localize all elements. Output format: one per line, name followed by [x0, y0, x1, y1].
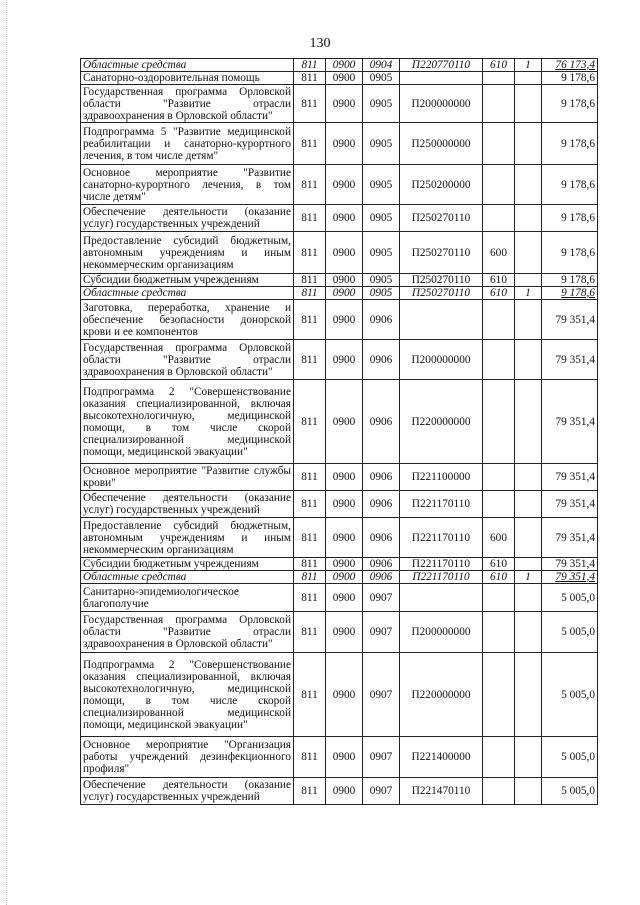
- expense-type-cell: [483, 85, 515, 123]
- ministry-code-cell: 811: [294, 123, 326, 165]
- ministry-code-cell: 811: [294, 59, 326, 72]
- target-article-cell: П200000000: [400, 340, 483, 380]
- amount-cell: 9 178,6: [542, 287, 598, 300]
- amount-cell: 5 005,0: [542, 737, 598, 778]
- page-number: 130: [309, 36, 331, 51]
- table-row: [81, 737, 598, 778]
- section-code-cell: 0900: [326, 653, 363, 737]
- table-row: [81, 584, 598, 612]
- section-code-cell: 0900: [326, 612, 363, 653]
- subsection-code-cell: 0906: [363, 340, 400, 380]
- target-article-cell: П221100000: [400, 464, 483, 491]
- source-code-cell: 1: [515, 287, 542, 300]
- table-row: [81, 300, 598, 340]
- table-row: [81, 123, 598, 165]
- expense-type-cell: 600: [483, 232, 515, 274]
- expense-type-cell: [483, 778, 515, 805]
- table-row: [81, 380, 598, 464]
- table-row: [81, 85, 598, 123]
- table-row: [81, 205, 598, 232]
- row-name-cell: Государственная программа Орловской области "Развитие отрасли здравоохранения в Орловской области": [81, 340, 294, 380]
- source-code-cell: [515, 558, 542, 571]
- section-code-cell: 0900: [326, 778, 363, 805]
- row-name-cell: Предоставление субсидий бюджетным, автономным учреждениям и иным некоммерческим организациям: [81, 518, 294, 558]
- expense-type-cell: 610: [483, 571, 515, 584]
- source-code-cell: [515, 518, 542, 558]
- table-row: [81, 287, 598, 300]
- ministry-code-cell: 811: [294, 778, 326, 805]
- row-name-cell: Государственная программа Орловской области "Развитие отрасли здравоохранения в Орловской области": [81, 85, 294, 123]
- section-code-cell: 0900: [326, 85, 363, 123]
- subsection-code-cell: 0906: [363, 491, 400, 518]
- row-name-cell: Санаторно-оздоровительная помощь: [81, 72, 294, 85]
- ministry-code-cell: 811: [294, 584, 326, 612]
- source-code-cell: [515, 232, 542, 274]
- target-article-cell: П221170110: [400, 518, 483, 558]
- table-row: [81, 72, 598, 85]
- amount-cell: 79 351,4: [542, 380, 598, 464]
- section-code-cell: 0900: [326, 464, 363, 491]
- subsection-code-cell: 0907: [363, 737, 400, 778]
- subsection-code-cell: 0906: [363, 300, 400, 340]
- amount-cell: 9 178,6: [542, 123, 598, 165]
- table-row: [81, 653, 598, 737]
- target-article-cell: [400, 300, 483, 340]
- amount-cell: 9 178,6: [542, 232, 598, 274]
- subsection-code-cell: 0905: [363, 165, 400, 205]
- source-code-cell: [515, 653, 542, 737]
- table-row: [81, 232, 598, 274]
- row-name-cell: Областные средства: [81, 59, 294, 72]
- expense-type-cell: 610: [483, 274, 515, 287]
- target-article-cell: П200000000: [400, 85, 483, 123]
- ministry-code-cell: 811: [294, 340, 326, 380]
- table-row: [81, 340, 598, 380]
- subsection-code-cell: 0906: [363, 518, 400, 558]
- row-name-cell: Подпрограмма 2 "Совершенствование оказания специализированной, включая высокотехнологичную, медицинской помощи, в том числе скорой специализированной медицинской помощи, медицинской эвакуации": [81, 653, 294, 737]
- binding-margin-marks: [6, 0, 11, 905]
- subsection-code-cell: 0907: [363, 778, 400, 805]
- source-code-cell: [515, 491, 542, 518]
- amount-cell: 5 005,0: [542, 653, 598, 737]
- target-article-cell: П220000000: [400, 653, 483, 737]
- table-row: [81, 558, 598, 571]
- section-code-cell: 0900: [326, 380, 363, 464]
- table-row: [81, 778, 598, 805]
- expense-type-cell: [483, 491, 515, 518]
- target-article-cell: П220770110: [400, 59, 483, 72]
- source-code-cell: [515, 612, 542, 653]
- ministry-code-cell: 811: [294, 300, 326, 340]
- source-code-cell: [515, 85, 542, 123]
- expense-type-cell: [483, 612, 515, 653]
- amount-cell: 79 351,4: [542, 571, 598, 584]
- source-code-cell: 1: [515, 571, 542, 584]
- expense-type-cell: [483, 653, 515, 737]
- subsection-code-cell: 0906: [363, 380, 400, 464]
- section-code-cell: 0900: [326, 491, 363, 518]
- subsection-code-cell: 0907: [363, 653, 400, 737]
- target-article-cell: П221400000: [400, 737, 483, 778]
- row-name-cell: Обеспечение деятельности (оказание услуг) государственных учреждений: [81, 491, 294, 518]
- table-row: [81, 518, 598, 558]
- subsection-code-cell: 0907: [363, 612, 400, 653]
- ministry-code-cell: 811: [294, 232, 326, 274]
- expense-type-cell: 610: [483, 558, 515, 571]
- target-article-cell: П221470110: [400, 778, 483, 805]
- expense-type-cell: [483, 165, 515, 205]
- source-code-cell: [515, 464, 542, 491]
- table-row: [81, 274, 598, 287]
- section-code-cell: 0900: [326, 518, 363, 558]
- row-name-cell: Заготовка, переработка, хранение и обеспечение безопасности донорской крови и ее компонентов: [81, 300, 294, 340]
- subsection-code-cell: 0905: [363, 232, 400, 274]
- target-article-cell: П221170110: [400, 571, 483, 584]
- ministry-code-cell: 811: [294, 737, 326, 778]
- section-code-cell: 0900: [326, 232, 363, 274]
- table-row: [81, 491, 598, 518]
- subsection-code-cell: 0906: [363, 571, 400, 584]
- section-code-cell: 0900: [326, 571, 363, 584]
- table-row: [81, 59, 598, 72]
- expense-type-cell: [483, 300, 515, 340]
- table-body: [81, 59, 598, 805]
- target-article-cell: П250200000: [400, 165, 483, 205]
- target-article-cell: [400, 72, 483, 85]
- row-name-cell: Основное мероприятие "Организация работы учреждений дезинфекционного профиля": [81, 737, 294, 778]
- section-code-cell: 0900: [326, 584, 363, 612]
- amount-cell: 79 351,4: [542, 491, 598, 518]
- section-code-cell: 0900: [326, 274, 363, 287]
- subsection-code-cell: 0905: [363, 72, 400, 85]
- ministry-code-cell: 811: [294, 287, 326, 300]
- source-code-cell: [515, 205, 542, 232]
- row-name-cell: Основное мероприятие "Развитие службы крови": [81, 464, 294, 491]
- ministry-code-cell: 811: [294, 571, 326, 584]
- row-name-cell: Областные средства: [81, 571, 294, 584]
- expense-type-cell: [483, 380, 515, 464]
- expense-type-cell: [483, 123, 515, 165]
- amount-cell: 9 178,6: [542, 72, 598, 85]
- target-article-cell: П200000000: [400, 612, 483, 653]
- source-code-cell: [515, 737, 542, 778]
- row-name-cell: Субсидии бюджетным учреждениям: [81, 274, 294, 287]
- ministry-code-cell: 811: [294, 612, 326, 653]
- section-code-cell: 0900: [326, 165, 363, 205]
- row-name-cell: Подпрограмма 5 "Развитие медицинской реабилитации и санаторно-курортного лечения, в том числе детям": [81, 123, 294, 165]
- section-code-cell: 0900: [326, 737, 363, 778]
- subsection-code-cell: 0905: [363, 205, 400, 232]
- row-name-cell: Предоставление субсидий бюджетным, автономным учреждениям и иным некоммерческим организациям: [81, 232, 294, 274]
- source-code-cell: [515, 778, 542, 805]
- subsection-code-cell: 0904: [363, 59, 400, 72]
- amount-cell: 5 005,0: [542, 584, 598, 612]
- section-code-cell: 0900: [326, 287, 363, 300]
- target-article-cell: П220000000: [400, 380, 483, 464]
- source-code-cell: [515, 72, 542, 85]
- ministry-code-cell: 811: [294, 491, 326, 518]
- row-name-cell: Государственная программа Орловской области "Развитие отрасли здравоохранения в Орловской области": [81, 612, 294, 653]
- subsection-code-cell: 0907: [363, 584, 400, 612]
- amount-cell: 9 178,6: [542, 85, 598, 123]
- target-article-cell: П250270110: [400, 287, 483, 300]
- source-code-cell: [515, 123, 542, 165]
- target-article-cell: П250270110: [400, 274, 483, 287]
- ministry-code-cell: 811: [294, 380, 326, 464]
- expense-type-cell: [483, 464, 515, 491]
- section-code-cell: 0900: [326, 205, 363, 232]
- ministry-code-cell: 811: [294, 85, 326, 123]
- target-article-cell: П250270110: [400, 232, 483, 274]
- table-row: [81, 165, 598, 205]
- ministry-code-cell: 811: [294, 558, 326, 571]
- ministry-code-cell: 811: [294, 518, 326, 558]
- expense-type-cell: [483, 584, 515, 612]
- section-code-cell: 0900: [326, 72, 363, 85]
- ministry-code-cell: 811: [294, 205, 326, 232]
- expense-type-cell: [483, 72, 515, 85]
- expense-type-cell: [483, 737, 515, 778]
- source-code-cell: [515, 274, 542, 287]
- expense-type-cell: 600: [483, 518, 515, 558]
- amount-cell: 76 173,4: [542, 59, 598, 72]
- table-row: [81, 571, 598, 584]
- expense-type-cell: 610: [483, 287, 515, 300]
- row-name-cell: Подпрограмма 2 "Совершенствование оказания специализированной, включая высокотехнологичную, медицинской помощи, в том числе скорой специализированной медицинской помощи, медицинской эвакуации": [81, 380, 294, 464]
- amount-cell: 79 351,4: [542, 300, 598, 340]
- table-row: [81, 464, 598, 491]
- subsection-code-cell: 0905: [363, 274, 400, 287]
- target-article-cell: П221170110: [400, 491, 483, 518]
- source-code-cell: 1: [515, 59, 542, 72]
- ministry-code-cell: 811: [294, 653, 326, 737]
- subsection-code-cell: 0905: [363, 287, 400, 300]
- table-row: [81, 612, 598, 653]
- budget-table: [80, 58, 598, 805]
- row-name-cell: Обеспечение деятельности (оказание услуг) государственных учреждений: [81, 778, 294, 805]
- source-code-cell: [515, 340, 542, 380]
- source-code-cell: [515, 165, 542, 205]
- amount-cell: 9 178,6: [542, 165, 598, 205]
- target-article-cell: П250000000: [400, 123, 483, 165]
- subsection-code-cell: 0906: [363, 464, 400, 491]
- amount-cell: 5 005,0: [542, 612, 598, 653]
- expense-type-cell: [483, 205, 515, 232]
- amount-cell: 79 351,4: [542, 464, 598, 491]
- amount-cell: 9 178,6: [542, 205, 598, 232]
- row-name-cell: Основное мероприятие "Развитие санаторно-курортного лечения, в том числе детям": [81, 165, 294, 205]
- section-code-cell: 0900: [326, 59, 363, 72]
- ministry-code-cell: 811: [294, 274, 326, 287]
- section-code-cell: 0900: [326, 340, 363, 380]
- row-name-cell: Субсидии бюджетным учреждениям: [81, 558, 294, 571]
- target-article-cell: [400, 584, 483, 612]
- section-code-cell: 0900: [326, 123, 363, 165]
- source-code-cell: [515, 584, 542, 612]
- expense-type-cell: [483, 340, 515, 380]
- section-code-cell: 0900: [326, 558, 363, 571]
- ministry-code-cell: 811: [294, 464, 326, 491]
- source-code-cell: [515, 380, 542, 464]
- amount-cell: 79 351,4: [542, 558, 598, 571]
- amount-cell: 5 005,0: [542, 778, 598, 805]
- ministry-code-cell: 811: [294, 72, 326, 85]
- amount-cell: 79 351,4: [542, 518, 598, 558]
- row-name-cell: Санитарно-эпидемиологическое благополучие: [81, 584, 294, 612]
- row-name-cell: Обеспечение деятельности (оказание услуг) государственных учреждений: [81, 205, 294, 232]
- subsection-code-cell: 0906: [363, 558, 400, 571]
- amount-cell: 79 351,4: [542, 340, 598, 380]
- expense-type-cell: 610: [483, 59, 515, 72]
- ministry-code-cell: 811: [294, 165, 326, 205]
- subsection-code-cell: 0905: [363, 85, 400, 123]
- target-article-cell: П221170110: [400, 558, 483, 571]
- target-article-cell: П250270110: [400, 205, 483, 232]
- row-name-cell: Областные средства: [81, 287, 294, 300]
- source-code-cell: [515, 300, 542, 340]
- subsection-code-cell: 0905: [363, 123, 400, 165]
- section-code-cell: 0900: [326, 300, 363, 340]
- amount-cell: 9 178,6: [542, 274, 598, 287]
